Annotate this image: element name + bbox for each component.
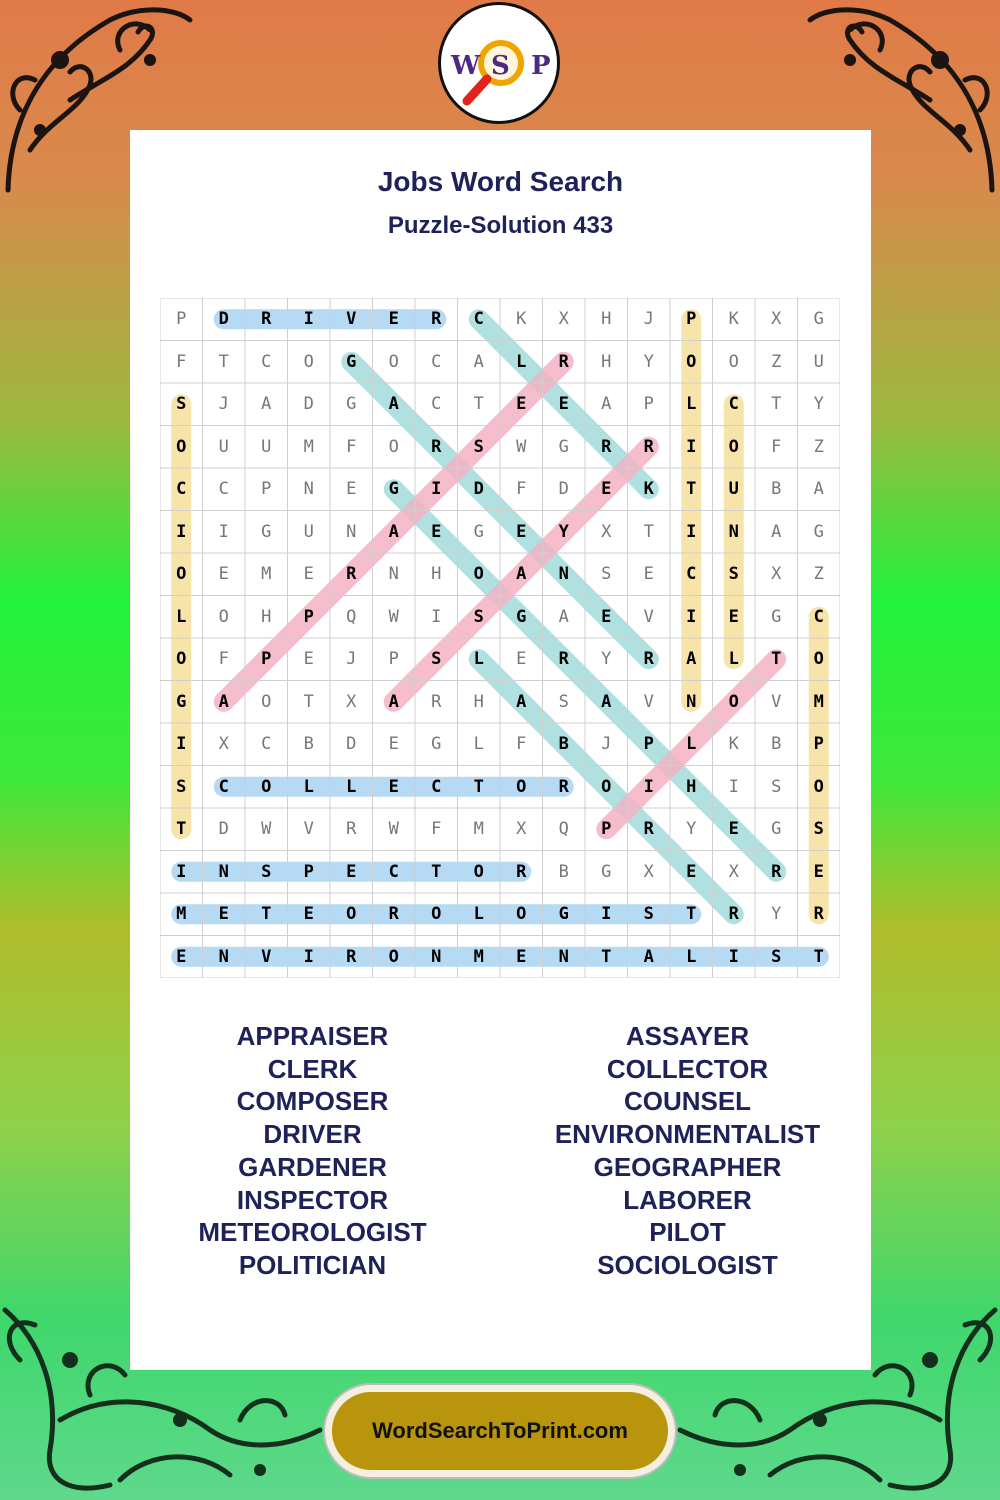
- grid-cell[interactable]: W: [261, 819, 272, 840]
- grid-cell[interactable]: T: [601, 946, 612, 967]
- word-list-item: COUNSEL: [623, 1086, 752, 1117]
- grid-cell[interactable]: E: [601, 479, 612, 500]
- grid-cell[interactable]: R: [813, 904, 824, 925]
- word-list-item: ASSAYER: [625, 1021, 750, 1051]
- grid-cell[interactable]: T: [303, 691, 314, 712]
- grid-cell[interactable]: S: [176, 394, 187, 415]
- grid-cell[interactable]: G: [261, 521, 272, 542]
- grid-cell[interactable]: R: [346, 819, 357, 840]
- grid-cell[interactable]: U: [303, 521, 314, 542]
- grid-cell[interactable]: T: [686, 904, 697, 925]
- word-list-item: CLERK: [267, 1053, 358, 1084]
- grid-cell[interactable]: I: [176, 861, 187, 882]
- word-list-item: INSPECTOR: [236, 1184, 389, 1215]
- grid-cell[interactable]: G: [516, 606, 527, 627]
- grid-cell[interactable]: N: [431, 946, 442, 967]
- grid-cell[interactable]: C: [218, 776, 229, 797]
- grid-cell[interactable]: V: [771, 691, 782, 712]
- grid-cell[interactable]: O: [473, 564, 484, 585]
- grid-cell[interactable]: A: [686, 649, 697, 670]
- grid-cell[interactable]: V: [643, 606, 654, 627]
- word-list-item: PILOT: [649, 1217, 726, 1248]
- grid-cell[interactable]: R: [601, 436, 612, 457]
- grid-cell[interactable]: F: [771, 436, 782, 457]
- grid-cell[interactable]: R: [346, 946, 357, 967]
- word-list-right: [525, 1020, 850, 1282]
- grid-cell[interactable]: E: [686, 861, 697, 882]
- grid-cell[interactable]: E: [516, 521, 527, 542]
- grid-cell[interactable]: W: [388, 819, 399, 840]
- grid-cell[interactable]: A: [601, 394, 612, 415]
- grid-cell[interactable]: D: [218, 819, 229, 840]
- grid-cell[interactable]: M: [813, 691, 824, 712]
- word-list-item: APPRAISER: [236, 1021, 389, 1051]
- grid-cell[interactable]: C: [813, 606, 824, 627]
- grid-cell[interactable]: T: [473, 776, 484, 797]
- grid-cell[interactable]: B: [771, 479, 782, 500]
- grid-cells: [160, 298, 840, 978]
- grid-cell[interactable]: L: [473, 904, 484, 925]
- grid-cell[interactable]: O: [431, 904, 442, 925]
- grid-cell[interactable]: I: [431, 479, 442, 500]
- grid-cell[interactable]: B: [558, 861, 569, 882]
- grid-cell[interactable]: E: [516, 394, 527, 415]
- grid-cell[interactable]: O: [473, 861, 484, 882]
- logo-letter-s: S: [491, 51, 510, 81]
- grid-cell[interactable]: I: [601, 904, 612, 925]
- puzzle-card: [130, 130, 871, 1370]
- grid-cell[interactable]: H: [601, 351, 612, 372]
- grid-cell[interactable]: I: [686, 606, 697, 627]
- logo-letter-w: W: [451, 51, 481, 81]
- grid-cell[interactable]: D: [218, 309, 229, 330]
- grid-cell[interactable]: V: [261, 946, 272, 967]
- grid-cell[interactable]: R: [346, 564, 357, 585]
- grid-cell[interactable]: H: [686, 776, 697, 797]
- word-list-item: GEOGRAPHER: [593, 1151, 782, 1182]
- page-title: Jobs Word Search: [377, 166, 624, 197]
- grid-cell[interactable]: L: [686, 394, 697, 415]
- grid-cell[interactable]: Z: [771, 351, 782, 372]
- grid-cell[interactable]: E: [218, 904, 229, 925]
- word-list-item: ENVIRONMENTALIST: [554, 1119, 821, 1150]
- word-list-item: GARDENER: [238, 1151, 387, 1182]
- grid-cell[interactable]: T: [431, 861, 442, 882]
- grid-cell[interactable]: J: [601, 734, 612, 755]
- grid-cell[interactable]: L: [473, 649, 484, 670]
- grid-cell[interactable]: Q: [558, 819, 569, 840]
- grid-cell[interactable]: O: [346, 904, 357, 925]
- grid-cell[interactable]: A: [388, 521, 399, 542]
- word-list-item: COMPOSER: [236, 1086, 389, 1117]
- grid-cell[interactable]: K: [728, 734, 739, 755]
- grid-cell[interactable]: N: [303, 479, 314, 500]
- grid-cell[interactable]: F: [176, 351, 187, 372]
- grid-cell[interactable]: E: [813, 861, 824, 882]
- wsp-logo[interactable]: [438, 2, 560, 124]
- grid-cell[interactable]: E: [303, 904, 314, 925]
- grid-cell[interactable]: M: [176, 904, 187, 925]
- grid-cell[interactable]: L: [346, 776, 357, 797]
- grid-cell[interactable]: Q: [346, 606, 357, 627]
- grid-cell[interactable]: F: [346, 436, 357, 457]
- grid-cell[interactable]: S: [601, 564, 612, 585]
- grid-cell[interactable]: O: [261, 691, 272, 712]
- grid-cell[interactable]: Y: [813, 394, 824, 415]
- grid-cell[interactable]: A: [218, 691, 229, 712]
- grid-cell[interactable]: E: [218, 564, 229, 585]
- grid-cell[interactable]: D: [303, 394, 314, 415]
- grid-cell[interactable]: I: [176, 521, 187, 542]
- grid-cell[interactable]: U: [261, 436, 272, 457]
- grid-cell[interactable]: N: [218, 946, 229, 967]
- grid-cell[interactable]: U: [728, 479, 739, 500]
- grid-cell[interactable]: O: [176, 649, 187, 670]
- grid-cell[interactable]: O: [601, 776, 612, 797]
- grid-cell[interactable]: I: [686, 436, 697, 457]
- grid-cell[interactable]: P: [686, 309, 697, 330]
- word-list-item: SOCIOLOGIST: [597, 1249, 778, 1280]
- grid-cell[interactable]: Z: [813, 564, 824, 585]
- grid-cell[interactable]: U: [218, 436, 229, 457]
- grid-cell[interactable]: I: [303, 309, 314, 330]
- grid-cell[interactable]: O: [516, 776, 527, 797]
- logo-letter-p: P: [531, 51, 551, 81]
- grid-cell[interactable]: X: [771, 564, 782, 585]
- grid-cell[interactable]: D: [473, 479, 484, 500]
- grid-cell[interactable]: R: [558, 649, 569, 670]
- grid-cell[interactable]: Y: [643, 351, 654, 372]
- word-list-item: LABORER: [623, 1184, 752, 1215]
- site-link-button[interactable]: WordSearchToPrint.com: [325, 1385, 675, 1477]
- grid-cell[interactable]: K: [728, 309, 739, 330]
- grid-cell[interactable]: K: [516, 309, 527, 330]
- grid-cell[interactable]: Y: [771, 904, 782, 925]
- grid-cell[interactable]: S: [473, 606, 484, 627]
- grid-cell[interactable]: H: [431, 564, 442, 585]
- grid-cell[interactable]: A: [473, 351, 484, 372]
- grid-cell[interactable]: S: [261, 861, 272, 882]
- grid-cell[interactable]: C: [388, 861, 399, 882]
- grid-cell[interactable]: I: [431, 606, 442, 627]
- grid-cell[interactable]: S: [431, 649, 442, 670]
- word-list-item: COLLECTOR: [606, 1053, 769, 1084]
- grid-cell[interactable]: E: [558, 394, 569, 415]
- grid-cell[interactable]: O: [728, 691, 739, 712]
- grid-cell[interactable]: G: [558, 436, 569, 457]
- grid-cell[interactable]: I: [686, 521, 697, 542]
- grid-cell[interactable]: I: [218, 521, 229, 542]
- grid-cell[interactable]: O: [303, 351, 314, 372]
- grid-cell[interactable]: G: [431, 734, 442, 755]
- grid-cell[interactable]: M: [303, 436, 314, 457]
- grid-cell[interactable]: F: [516, 734, 527, 755]
- grid-cell[interactable]: X: [558, 309, 569, 330]
- grid-cell[interactable]: H: [601, 309, 612, 330]
- grid-cell[interactable]: C: [431, 776, 442, 797]
- grid-cell[interactable]: R: [388, 904, 399, 925]
- grid-cell[interactable]: W: [388, 606, 399, 627]
- grid-cell[interactable]: A: [771, 521, 782, 542]
- grid-cell[interactable]: P: [813, 734, 824, 755]
- grid-cell[interactable]: R: [558, 776, 569, 797]
- grid-cell[interactable]: R: [431, 309, 442, 330]
- word-list-item: METEOROLOGIST: [198, 1217, 427, 1248]
- grid-cell[interactable]: G: [176, 691, 187, 712]
- grid-cell[interactable]: T: [643, 521, 654, 542]
- grid-cell[interactable]: A: [388, 691, 399, 712]
- grid-cell[interactable]: P: [303, 606, 314, 627]
- grid-cell[interactable]: X: [728, 861, 739, 882]
- grid-cell[interactable]: P: [176, 309, 187, 330]
- grid-cell[interactable]: G: [346, 394, 357, 415]
- grid-cell[interactable]: R: [771, 861, 782, 882]
- grid-cell[interactable]: E: [643, 564, 654, 585]
- grid-cell[interactable]: O: [388, 946, 399, 967]
- grid-cell[interactable]: L: [176, 606, 187, 627]
- grid-cell[interactable]: R: [261, 309, 272, 330]
- grid-cell[interactable]: I: [728, 946, 739, 967]
- grid-cell[interactable]: X: [516, 819, 527, 840]
- grid-cell[interactable]: V: [643, 691, 654, 712]
- grid-cell[interactable]: D: [558, 479, 569, 500]
- grid-cell[interactable]: T: [686, 479, 697, 500]
- grid-cell[interactable]: F: [431, 819, 442, 840]
- grid-cell[interactable]: E: [516, 946, 527, 967]
- grid-cell[interactable]: E: [728, 606, 739, 627]
- grid-cell[interactable]: E: [431, 521, 442, 542]
- grid-cell[interactable]: G: [771, 819, 782, 840]
- grid-cell[interactable]: F: [218, 649, 229, 670]
- grid-cell[interactable]: C: [728, 394, 739, 415]
- grid-cell[interactable]: R: [643, 819, 654, 840]
- grid-cell[interactable]: J: [218, 394, 229, 415]
- grid-cell[interactable]: L: [303, 776, 314, 797]
- grid-cell[interactable]: L: [473, 734, 484, 755]
- grid-cell[interactable]: X: [771, 309, 782, 330]
- grid-cell[interactable]: L: [516, 351, 527, 372]
- grid-cell[interactable]: S: [771, 946, 782, 967]
- grid-cell[interactable]: S: [473, 436, 484, 457]
- grid-cell[interactable]: W: [516, 436, 527, 457]
- grid-cell[interactable]: E: [728, 819, 739, 840]
- grid-cell[interactable]: B: [303, 734, 314, 755]
- grid-cell[interactable]: L: [728, 649, 739, 670]
- grid-cell[interactable]: V: [346, 309, 357, 330]
- grid-cell[interactable]: O: [686, 351, 697, 372]
- grid-cell[interactable]: G: [601, 861, 612, 882]
- grid-cell[interactable]: T: [473, 394, 484, 415]
- grid-cell[interactable]: P: [261, 479, 272, 500]
- grid-cell[interactable]: N: [346, 521, 357, 542]
- grid-cell[interactable]: R: [431, 436, 442, 457]
- grid-cell[interactable]: G: [473, 521, 484, 542]
- grid-cell[interactable]: P: [388, 649, 399, 670]
- grid-cell[interactable]: O: [516, 904, 527, 925]
- grid-cell[interactable]: X: [346, 691, 357, 712]
- grid-cell[interactable]: T: [813, 946, 824, 967]
- grid-cell[interactable]: Y: [686, 819, 697, 840]
- grid-cell[interactable]: N: [558, 564, 569, 585]
- grid-cell[interactable]: R: [643, 649, 654, 670]
- grid-cell[interactable]: E: [176, 946, 187, 967]
- grid-cell[interactable]: C: [686, 564, 697, 585]
- grid-cell[interactable]: L: [686, 946, 697, 967]
- grid-cell[interactable]: O: [176, 436, 187, 457]
- grid-cell[interactable]: P: [643, 734, 654, 755]
- grid-cell[interactable]: H: [261, 606, 272, 627]
- grid-cell[interactable]: G: [813, 309, 824, 330]
- grid-cell[interactable]: T: [771, 394, 782, 415]
- grid-cell[interactable]: L: [686, 734, 697, 755]
- grid-cell[interactable]: O: [388, 436, 399, 457]
- grid-cell[interactable]: O: [218, 606, 229, 627]
- grid-cell[interactable]: T: [771, 649, 782, 670]
- grid-cell[interactable]: E: [388, 309, 399, 330]
- grid-cell[interactable]: C: [176, 479, 187, 500]
- grid-cell[interactable]: E: [303, 564, 314, 585]
- grid-cell[interactable]: Z: [813, 436, 824, 457]
- grid-cell[interactable]: A: [516, 691, 527, 712]
- grid-cell[interactable]: C: [218, 479, 229, 500]
- grid-cell[interactable]: D: [346, 734, 357, 755]
- grid-cell[interactable]: B: [558, 734, 569, 755]
- grid-cell[interactable]: T: [176, 819, 187, 840]
- grid-cell[interactable]: E: [388, 776, 399, 797]
- grid-cell[interactable]: N: [388, 564, 399, 585]
- grid-cell[interactable]: J: [346, 649, 357, 670]
- word-list-item: DRIVER: [263, 1119, 362, 1150]
- grid-cell[interactable]: U: [813, 351, 824, 372]
- grid-cell[interactable]: J: [643, 309, 654, 330]
- grid-cell[interactable]: A: [643, 946, 654, 967]
- grid-cell[interactable]: A: [261, 394, 272, 415]
- grid-cell[interactable]: N: [218, 861, 229, 882]
- grid-cell[interactable]: E: [516, 649, 527, 670]
- grid-cell[interactable]: C: [261, 734, 272, 755]
- grid-cell[interactable]: S: [771, 776, 782, 797]
- puzzle-subtitle: Puzzle-Solution 433: [387, 212, 614, 239]
- grid-cell[interactable]: A: [558, 606, 569, 627]
- grid-cell[interactable]: I: [303, 946, 314, 967]
- grid-cell[interactable]: M: [261, 564, 272, 585]
- grid-cell[interactable]: I: [728, 776, 739, 797]
- grid-cell[interactable]: G: [558, 904, 569, 925]
- grid-cell[interactable]: P: [643, 394, 654, 415]
- grid-cell[interactable]: O: [176, 564, 187, 585]
- grid-cell[interactable]: O: [813, 649, 824, 670]
- grid-cell[interactable]: Y: [558, 521, 569, 542]
- grid-cell[interactable]: T: [261, 904, 272, 925]
- grid-cell[interactable]: R: [643, 436, 654, 457]
- grid-cell[interactable]: R: [558, 351, 569, 372]
- grid-cell[interactable]: P: [601, 819, 612, 840]
- grid-cell[interactable]: K: [643, 479, 654, 500]
- grid-cell[interactable]: I: [176, 734, 187, 755]
- grid-cell[interactable]: C: [431, 351, 442, 372]
- grid-cell[interactable]: X: [218, 734, 229, 755]
- grid-cell[interactable]: O: [728, 436, 739, 457]
- grid-cell[interactable]: R: [516, 861, 527, 882]
- grid-cell[interactable]: E: [303, 649, 314, 670]
- grid-cell[interactable]: X: [643, 861, 654, 882]
- grid-cell[interactable]: S: [176, 776, 187, 797]
- grid-cell[interactable]: E: [601, 606, 612, 627]
- grid-cell[interactable]: O: [813, 776, 824, 797]
- grid-cell[interactable]: N: [558, 946, 569, 967]
- grid-cell[interactable]: G: [771, 606, 782, 627]
- grid-cell[interactable]: S: [643, 904, 654, 925]
- grid-cell[interactable]: C: [473, 309, 484, 330]
- word-list-left: [160, 1020, 465, 1282]
- grid-cell[interactable]: R: [431, 691, 442, 712]
- grid-cell[interactable]: R: [728, 904, 739, 925]
- grid-cell[interactable]: E: [346, 479, 357, 500]
- grid-cell[interactable]: E: [388, 734, 399, 755]
- grid-cell[interactable]: G: [346, 351, 357, 372]
- grid-cell[interactable]: X: [601, 521, 612, 542]
- grid-cell[interactable]: H: [473, 691, 484, 712]
- grid-cell[interactable]: P: [261, 649, 272, 670]
- word-list-item: POLITICIAN: [238, 1249, 387, 1280]
- grid-cell[interactable]: S: [813, 819, 824, 840]
- grid-cell[interactable]: N: [728, 521, 739, 542]
- letter-grid: [160, 298, 840, 978]
- grid-cell[interactable]: O: [388, 351, 399, 372]
- grid-cell[interactable]: A: [388, 394, 399, 415]
- grid-cell[interactable]: I: [643, 776, 654, 797]
- grid-cell[interactable]: G: [813, 521, 824, 542]
- grid-cell[interactable]: N: [686, 691, 697, 712]
- grid-cell[interactable]: M: [473, 946, 484, 967]
- grid-cell[interactable]: V: [303, 819, 314, 840]
- grid-cell[interactable]: B: [771, 734, 782, 755]
- grid-cell[interactable]: F: [516, 479, 527, 500]
- grid-cell[interactable]: Y: [601, 649, 612, 670]
- grid-cell[interactable]: T: [218, 351, 229, 372]
- grid-cell[interactable]: A: [813, 479, 824, 500]
- grid-cell[interactable]: O: [728, 351, 739, 372]
- grid-cell[interactable]: M: [473, 819, 484, 840]
- grid-cell[interactable]: A: [601, 691, 612, 712]
- grid-cell[interactable]: S: [728, 564, 739, 585]
- grid-cell[interactable]: C: [261, 351, 272, 372]
- grid-cell[interactable]: S: [558, 691, 569, 712]
- grid-cell[interactable]: A: [516, 564, 527, 585]
- grid-cell[interactable]: C: [431, 394, 442, 415]
- grid-cell[interactable]: E: [346, 861, 357, 882]
- grid-cell[interactable]: G: [388, 479, 399, 500]
- grid-cell[interactable]: O: [261, 776, 272, 797]
- grid-cell[interactable]: P: [303, 861, 314, 882]
